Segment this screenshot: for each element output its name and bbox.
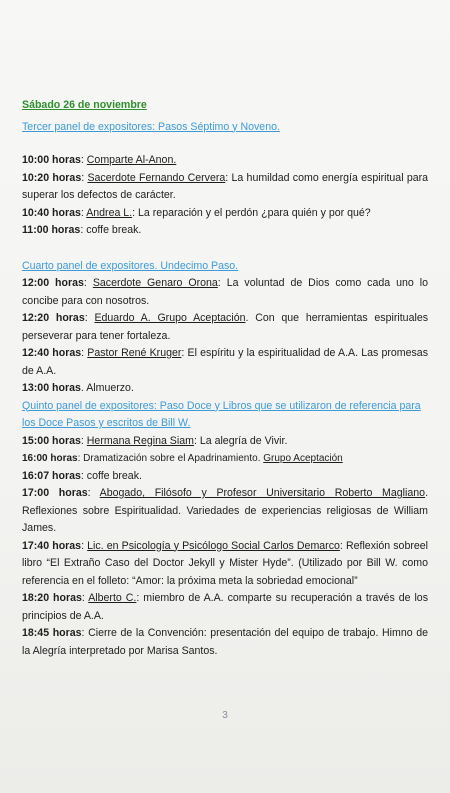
entry-speaker: Hermana Regina Siam (86, 434, 194, 447)
schedule-entry: 12:20 horas: Eduardo A. Grupo Aceptación. Con que herramientas espirituales perseverar para tener fortaleza. (22, 312, 429, 342)
entry-time: 18:45 horas (22, 627, 82, 639)
entry-text: . Con que herramientas espirituales perseverar para tener fortaleza. (22, 312, 429, 342)
schedule-entry: 18:45 horas: Cierre de la Convención: presentación del equipo de trabajo. Himno de la Alegría interpretado por Marisa Santos. (22, 627, 428, 657)
entry-text: coffe break. (86, 469, 142, 482)
entry-text: : La voluntad de Dios como cada uno lo concibe para con nosotros. (22, 277, 428, 307)
entry-time: 17:40 horas (22, 539, 82, 552)
entry-speaker: Sacerdote Genaro Orona (92, 277, 218, 289)
entry-text: : miembro de A.A. comparte su recuperación a través de los principios de A.A. (22, 592, 428, 622)
entry-speaker: Lic. en Psicología y Psicólogo Social Carlos Demarco (87, 539, 340, 552)
entry-time: 10:20 horas (22, 171, 82, 184)
schedule-entry: 10:20 horas: Sacerdote Fernando Cervera: La humildad como energía espiritual para superar los defectos de carácter. (22, 171, 429, 201)
schedule-entry: 17:00 horas: Abogado, Filósofo y Profesor Universitario Roberto Magliano. Reflexiones sobre Espiritualidad. Variedades de experiencias religiosas de William James. (22, 487, 429, 534)
schedule-entry: 15:00 horas: Hermana Regina Siam: La alegría de Vivir. (22, 434, 288, 447)
schedule-entry: 18:20 horas: Alberto C.: miembro de A.A. comparte su recuperación a través de los principios de A.A. (22, 592, 428, 622)
schedule-entry: 12:00 horas: Sacerdote Genaro Orona: La voluntad de Dios como cada uno lo concibe para con nosotros. (22, 277, 428, 307)
entry-text: : Reflexión sobreel libro “El Extraño Caso del Doctor Jekyll y Mister Hyde”. (Utilizado por Bill W. como referencia en el folleto: “Amor: la próxima meta la sobriedad emocional” (22, 539, 429, 587)
entry-time: 10:40 horas (22, 206, 81, 219)
entry-time: 13:00 horas (22, 382, 81, 394)
entry-speaker: Sacerdote Fernando Cervera (87, 171, 226, 184)
entry-time: 17:00 horas (22, 487, 88, 499)
entry-time: 12:20 horas (22, 312, 85, 324)
entry-text: : El espíritu y la espiritualidad de A.A. Las promesas de A.A. (22, 347, 428, 377)
schedule-entry: 10:40 horas: Andrea L.: La reparación y el perdón ¿para quién y por qué? (22, 206, 371, 219)
panel-heading-quinto: Quinto panel de expositores: Paso Doce y Libros que se utilizaron de referencia para los Doce Pasos y escritos de Bill W. (22, 399, 421, 429)
entry-time: 16:00 horas (22, 453, 78, 464)
page-content (22, 97, 428, 660)
entry-time: 11:00 horas (22, 224, 81, 236)
entry-time: 15:00 horas (22, 434, 81, 447)
schedule-entry: 12:40 horas: Pastor René Kruger: El espíritu y la espiritualidad de A.A. Las promesas de A.A. (22, 347, 428, 377)
schedule-entry: 10:00 horas: Comparte Al-Anon. (22, 154, 177, 166)
schedule-entry: 16:07 horas: coffe break. (22, 469, 142, 482)
entry-speaker: Comparte Al-Anon. (86, 154, 177, 166)
entry-text: : La alegría de Vivir. (193, 434, 288, 447)
date-heading: Sábado 26 de noviembre (22, 99, 147, 111)
entry-text: coffe break. (86, 224, 142, 236)
entry-speaker: Andrea L. (86, 206, 133, 219)
entry-speaker: Abogado, Filósofo y Profesor Universitario Roberto Magliano (99, 487, 426, 499)
entry-speaker: Grupo Aceptación (263, 453, 343, 464)
entry-time: 16:07 horas (22, 469, 81, 482)
page-number: 3 (222, 710, 228, 721)
schedule-entry: 13:00 horas. Almuerzo. (22, 382, 134, 394)
entry-text: Cierre de la Convención: presentación del equipo de trabajo. Himno de la Alegría interpretado por Marisa Santos. (22, 627, 428, 657)
entry-speaker: Alberto C. (88, 592, 137, 604)
entry-text: : La humildad como energía espiritual para superar los defectos de carácter. (22, 171, 429, 201)
entry-text: Dramatización sobre el Apadrinamiento. (83, 453, 264, 464)
panel-heading-tercer: Tercer panel de expositores: Pasos Séptimo y Noveno. (22, 120, 280, 133)
schedule-entry: 17:40 horas: Lic. en Psicología y Psicólogo Social Carlos Demarco: Reflexión sobreel libro “El Extraño Caso del Doctor Jekyll y Mister Hyde”. (Utilizado por Bill W. como referencia en el folleto: “Amor: la próxima meta la sobriedad emocional” (22, 539, 429, 587)
entry-text: : La reparación y el perdón ¿para quién y por qué? (132, 206, 371, 219)
schedule-entry: 16:00 horas: Dramatización sobre el Apadrinamiento. Grupo Aceptación (22, 453, 343, 464)
entry-time: 18:20 horas (22, 592, 82, 604)
schedule-entry: 11:00 horas: coffe break. (22, 224, 142, 236)
entry-speaker: Eduardo A. Grupo Aceptación (94, 312, 246, 324)
entry-time: 12:00 horas (22, 277, 84, 289)
entry-text: . Reflexiones sobre Espiritualidad. Variedades de experiencias religiosas de William James. (22, 487, 429, 534)
panel-heading-cuarto: Cuarto panel de expositores. Undecimo Paso. (22, 259, 239, 272)
entry-text: Almuerzo. (86, 382, 134, 394)
entry-speaker: Pastor René Kruger (87, 347, 182, 359)
entry-time: 10:00 horas (22, 154, 81, 166)
entry-time: 12:40 horas (22, 347, 82, 359)
